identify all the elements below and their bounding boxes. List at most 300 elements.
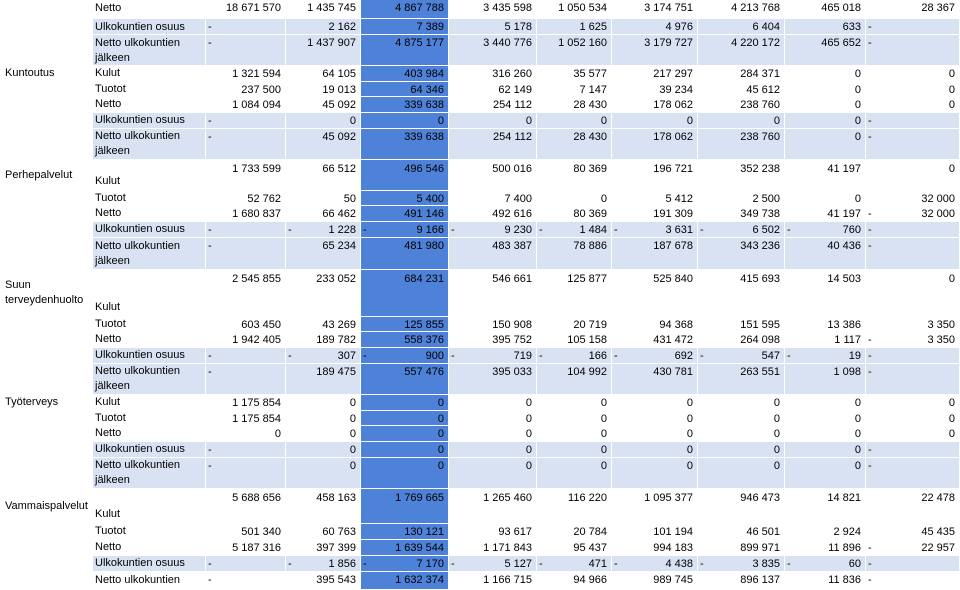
value-cell (286, 317, 361, 332)
value-cell (785, 129, 866, 160)
row-category (0, 524, 93, 540)
value-cell (866, 348, 960, 364)
cell-value: 64 346 (410, 84, 444, 96)
value-cell (698, 97, 785, 113)
value-cell (866, 270, 960, 317)
value-cell (286, 238, 361, 270)
row-label (93, 364, 206, 395)
dash-marker: - (208, 131, 212, 143)
cell-value: 116 220 (568, 492, 607, 504)
table-row (0, 458, 960, 489)
value-cell (537, 66, 612, 82)
row-category (0, 442, 93, 458)
dash-marker: - (614, 350, 618, 362)
value-cell (206, 238, 286, 270)
cell-value: 989 745 (653, 574, 693, 586)
cell-value: 491 146 (404, 208, 444, 220)
value-cell (698, 191, 785, 206)
value-cell (206, 442, 286, 458)
value-cell (537, 206, 612, 222)
cell-value: 284 371 (740, 68, 780, 80)
value-cell (537, 160, 612, 191)
value-cell (361, 411, 449, 426)
cell-value: 19 013 (322, 84, 356, 96)
cell-value: 603 450 (241, 319, 281, 331)
value-cell (698, 238, 785, 270)
cell-value: 60 763 (322, 526, 356, 538)
dash-marker: - (539, 350, 543, 362)
value-cell (361, 191, 449, 206)
dash-marker: - (363, 350, 367, 362)
value-cell (698, 411, 785, 426)
value-cell (361, 0, 449, 19)
cell-value: 0 (349, 428, 356, 440)
value-cell (698, 426, 785, 442)
value-cell (206, 35, 286, 66)
row-label-text: Ulkokuntien osuus (95, 557, 185, 569)
cell-value: 0 (686, 115, 693, 127)
row-label (93, 348, 206, 364)
cell-value: 93 617 (498, 526, 532, 538)
value-cell (286, 540, 361, 556)
cell-value: 151 595 (740, 319, 780, 331)
row-label (93, 82, 206, 97)
cell-value: 9 230 (504, 224, 532, 236)
cell-value: 2 162 (328, 21, 356, 33)
row-label-text: Tuotot (95, 191, 126, 204)
dash-marker: - (208, 444, 212, 456)
cell-value: 1 632 374 (395, 574, 444, 586)
value-cell (286, 411, 361, 426)
value-cell (206, 540, 286, 556)
value-cell (785, 458, 866, 489)
dash-marker: - (868, 366, 872, 378)
value-cell (361, 317, 449, 332)
cell-value: 1 095 377 (644, 492, 693, 504)
row-label-text: Tuotot (95, 525, 126, 537)
cell-value: 483 387 (492, 240, 532, 252)
value-cell (698, 206, 785, 222)
value-cell (785, 572, 866, 590)
cell-value: 481 980 (404, 240, 444, 252)
cell-value: 7 170 (416, 558, 444, 570)
row-label-text: Netto ulkokuntien jälkeen (95, 459, 180, 486)
dash-marker: - (451, 558, 455, 570)
dash-marker: - (868, 350, 872, 362)
cell-value: 7 147 (579, 84, 607, 96)
row-label-text: Kulut (95, 508, 121, 520)
value-cell (698, 270, 785, 317)
cell-value: 94 966 (573, 574, 607, 586)
row-label-text: Ulkokuntien osuus (95, 349, 185, 361)
value-cell (361, 395, 449, 411)
value-cell (449, 572, 537, 590)
value-cell (537, 317, 612, 332)
dash-marker: - (868, 115, 872, 127)
cell-value: 339 638 (404, 131, 444, 143)
dash-marker: - (288, 224, 292, 236)
value-cell (286, 348, 361, 364)
table-row (0, 113, 960, 129)
value-cell (785, 82, 866, 97)
dash-marker: - (868, 37, 872, 49)
value-cell (785, 206, 866, 222)
cell-value: 3 350 (927, 334, 955, 346)
cell-value: 1 084 094 (232, 99, 281, 111)
table-row (0, 191, 960, 206)
row-label (93, 426, 206, 442)
value-cell (698, 489, 785, 524)
value-cell (286, 442, 361, 458)
row-label (93, 489, 206, 524)
cell-value: 0 (854, 193, 861, 205)
value-cell (785, 489, 866, 524)
value-cell (785, 411, 866, 426)
cell-value: 4 867 788 (395, 2, 444, 14)
row-category: Perhepalvelut (0, 160, 93, 191)
value-cell (206, 524, 286, 540)
cell-value: 11 836 (828, 574, 861, 586)
cell-value: 95 437 (573, 542, 607, 554)
cell-value: 525 840 (653, 273, 693, 285)
cell-value: 307 (337, 350, 356, 362)
row-category (0, 317, 93, 332)
cell-value: 352 238 (740, 163, 780, 175)
row-category (0, 348, 93, 364)
value-cell (866, 426, 960, 442)
value-cell (206, 129, 286, 160)
cell-value: 403 984 (404, 68, 444, 80)
dash-marker: - (868, 574, 872, 586)
cell-value: 5 187 316 (232, 542, 281, 554)
cell-value: 0 (854, 99, 861, 111)
dash-marker: - (208, 224, 212, 236)
cell-value: 0 (948, 413, 955, 425)
row-category (0, 540, 93, 556)
cell-value: 0 (600, 460, 607, 472)
value-cell (612, 426, 698, 442)
value-cell (866, 411, 960, 426)
value-cell (286, 113, 361, 129)
value-cell (537, 458, 612, 489)
value-cell (785, 270, 866, 317)
value-cell (449, 206, 537, 222)
cell-value: 3 350 (927, 319, 955, 331)
value-cell (537, 0, 612, 19)
cell-value: 189 782 (316, 334, 356, 346)
cell-value: 35 577 (573, 68, 607, 80)
cell-value: 395 752 (492, 334, 532, 346)
cell-value: 896 137 (740, 574, 780, 586)
cell-value: 349 738 (740, 208, 780, 220)
cell-value: 64 105 (322, 68, 356, 80)
value-cell (612, 458, 698, 489)
value-cell (785, 442, 866, 458)
value-cell (361, 332, 449, 348)
value-cell (286, 489, 361, 524)
cell-value: 1 175 854 (232, 397, 281, 409)
cell-value: 546 661 (492, 273, 532, 285)
value-cell (866, 19, 960, 35)
cell-value: 43 269 (322, 319, 356, 331)
row-label (93, 540, 206, 556)
cell-value: 20 784 (573, 526, 607, 538)
cell-value: 0 (525, 397, 532, 409)
cell-value: 7 400 (504, 193, 532, 205)
table-row (0, 364, 960, 395)
cell-value: 0 (773, 115, 780, 127)
cell-value: 0 (600, 193, 607, 205)
row-category (0, 426, 93, 442)
cell-value: 557 476 (404, 366, 444, 378)
value-cell (449, 317, 537, 332)
value-cell (698, 222, 785, 238)
dash-marker: - (208, 574, 212, 586)
value-cell (612, 332, 698, 348)
value-cell (612, 129, 698, 160)
dash-marker: - (451, 350, 455, 362)
value-cell (785, 426, 866, 442)
value-cell (866, 572, 960, 590)
value-cell (206, 348, 286, 364)
value-cell (537, 556, 612, 572)
cell-value: 0 (854, 115, 861, 127)
dash-marker: - (208, 21, 212, 33)
cell-value: 28 367 (921, 2, 955, 14)
cell-value: 6 404 (752, 21, 780, 33)
cell-value: 254 112 (493, 99, 532, 111)
value-cell (537, 442, 612, 458)
value-cell (698, 348, 785, 364)
value-cell (537, 191, 612, 206)
row-label (93, 442, 206, 458)
cell-value: 80 369 (573, 208, 607, 220)
cell-value: 0 (948, 84, 955, 96)
row-category (0, 238, 93, 270)
value-cell (286, 524, 361, 540)
dash-marker: - (868, 131, 872, 143)
value-cell (612, 489, 698, 524)
value-cell (361, 222, 449, 238)
value-cell (206, 395, 286, 411)
value-cell (866, 113, 960, 129)
value-cell (866, 206, 960, 222)
cell-value: 104 992 (567, 366, 607, 378)
value-cell (698, 113, 785, 129)
dash-marker: - (868, 542, 872, 554)
cell-value: 22 957 (921, 542, 955, 554)
cell-value: 760 (842, 224, 861, 236)
value-cell (449, 129, 537, 160)
row-label-text: Tuotot (95, 411, 126, 424)
cell-value: 264 098 (740, 334, 780, 346)
value-cell (206, 19, 286, 35)
row-label (93, 524, 206, 540)
row-label-text: Netto (95, 2, 122, 14)
cell-value: 196 721 (653, 163, 693, 175)
value-cell (612, 66, 698, 82)
cell-value: 237 500 (241, 84, 281, 96)
cell-value: 4 875 177 (395, 37, 444, 49)
cell-value: 1 625 (579, 21, 607, 33)
table-row (0, 572, 960, 590)
value-cell (449, 332, 537, 348)
value-cell (361, 524, 449, 540)
row-category (0, 191, 93, 206)
cell-value: 692 (674, 350, 693, 362)
cell-value: 0 (437, 413, 444, 425)
value-cell (286, 395, 361, 411)
cell-value: 45 092 (322, 99, 356, 111)
value-cell (361, 129, 449, 160)
cell-value: 62 149 (498, 84, 532, 96)
value-cell (866, 332, 960, 348)
cell-value: 233 052 (316, 273, 356, 285)
cell-value: 1 484 (579, 224, 607, 236)
cell-value: 14 503 (827, 273, 861, 285)
value-cell (612, 206, 698, 222)
value-cell (537, 572, 612, 590)
cell-value: 254 112 (493, 131, 532, 143)
value-cell (361, 160, 449, 191)
row-category (0, 206, 93, 222)
value-cell (449, 540, 537, 556)
cell-value: 395 543 (316, 574, 356, 586)
row-category: Suun terveydenhuolto (0, 270, 93, 317)
value-cell (206, 458, 286, 489)
value-cell (361, 489, 449, 524)
cell-value: 0 (437, 397, 444, 409)
value-cell (612, 19, 698, 35)
cell-value: 1 856 (328, 558, 356, 570)
row-label-text: Kulut (95, 67, 121, 79)
value-cell (449, 458, 537, 489)
value-cell (612, 191, 698, 206)
value-cell (785, 556, 866, 572)
value-cell (698, 442, 785, 458)
dash-marker: - (868, 334, 872, 346)
row-label (93, 191, 206, 206)
row-category (0, 572, 93, 590)
table-row (0, 332, 960, 348)
table-row (0, 0, 960, 19)
value-cell (537, 540, 612, 556)
value-cell (449, 348, 537, 364)
value-cell (866, 489, 960, 524)
value-cell (537, 129, 612, 160)
cell-value: 0 (274, 428, 281, 440)
value-cell (537, 97, 612, 113)
cell-value: 2 500 (752, 193, 780, 205)
row-category (0, 556, 93, 572)
cell-value: 32 000 (921, 193, 955, 205)
cell-value: 471 (588, 558, 607, 570)
dash-marker: - (700, 224, 704, 236)
cell-value: 5 400 (416, 193, 444, 205)
cell-value: 0 (773, 428, 780, 440)
value-cell (698, 82, 785, 97)
value-cell (866, 35, 960, 66)
value-cell (286, 556, 361, 572)
cell-value: 3 435 598 (483, 2, 532, 14)
value-cell (698, 572, 785, 590)
row-label (93, 411, 206, 426)
cell-value: 22 478 (921, 492, 955, 504)
cell-value: 66 462 (322, 208, 356, 220)
cell-value: 78 886 (573, 240, 607, 252)
value-cell (361, 97, 449, 113)
table-row (0, 556, 960, 572)
value-cell (612, 411, 698, 426)
cell-value: 339 638 (404, 99, 444, 111)
value-cell (361, 238, 449, 270)
cell-value: 0 (525, 460, 532, 472)
table-row (0, 160, 960, 191)
row-label-text: Ulkokuntien osuus (95, 114, 185, 126)
value-cell (866, 524, 960, 540)
cell-value: 187 678 (653, 240, 693, 252)
cell-value: 684 231 (404, 273, 444, 285)
cell-value: 558 376 (404, 334, 444, 346)
row-label (93, 0, 206, 19)
table-row (0, 270, 960, 317)
cell-value: 105 158 (567, 334, 607, 346)
row-category (0, 82, 93, 97)
row-label (93, 556, 206, 572)
value-cell (449, 19, 537, 35)
row-category (0, 113, 93, 129)
row-label-text: Kulut (95, 301, 121, 313)
row-label (93, 572, 206, 590)
cell-value: 28 430 (573, 99, 607, 111)
value-cell (361, 426, 449, 442)
cell-value: 166 (588, 350, 607, 362)
dash-marker: - (208, 115, 212, 127)
value-cell (286, 458, 361, 489)
value-cell (698, 0, 785, 19)
cell-value: 0 (854, 413, 861, 425)
value-cell (286, 270, 361, 317)
row-category (0, 332, 93, 348)
cell-value: 1 175 854 (232, 413, 281, 425)
cell-value: 217 297 (653, 68, 693, 80)
table-row (0, 317, 960, 332)
row-label (93, 270, 206, 317)
cell-value: 415 693 (740, 273, 780, 285)
value-cell (866, 238, 960, 270)
cell-value: 0 (948, 99, 955, 111)
row-category (0, 364, 93, 395)
value-cell (449, 113, 537, 129)
cell-value: 1 265 460 (483, 492, 532, 504)
dash-marker: - (868, 460, 872, 472)
value-cell (449, 395, 537, 411)
table-row (0, 524, 960, 540)
value-cell (612, 222, 698, 238)
cell-value: 3 631 (665, 224, 693, 236)
cell-value: 0 (854, 444, 861, 456)
cell-value: 5 688 656 (232, 492, 281, 504)
value-cell (537, 238, 612, 270)
cell-value: 80 369 (573, 163, 607, 175)
value-cell (537, 524, 612, 540)
cell-value: 19 (848, 350, 861, 362)
dash-marker: - (288, 350, 292, 362)
cell-value: 0 (349, 115, 356, 127)
value-cell (206, 82, 286, 97)
row-label (93, 222, 206, 238)
table-row (0, 35, 960, 66)
